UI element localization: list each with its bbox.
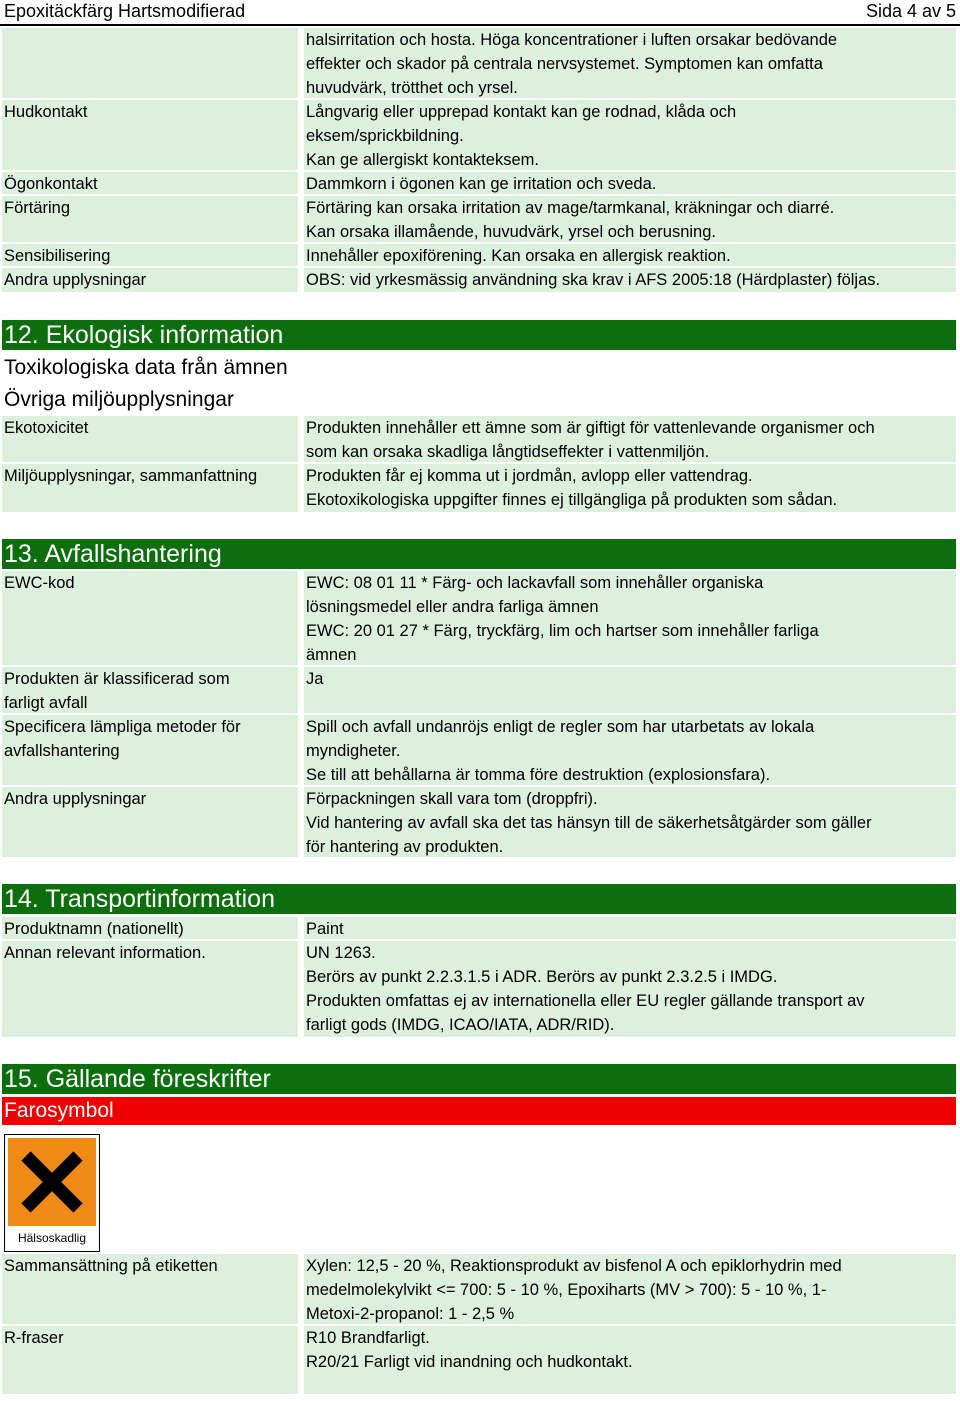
row-label-hudkontakt: Hudkontakt (2, 100, 298, 170)
row-label-ekotoxicitet: Ekotoxicitet (2, 416, 298, 462)
subheading-ovriga-miljoupplysningar: Övriga miljöupplysningar (4, 388, 234, 411)
row-label-annan-relevant-information: Annan relevant information. (2, 941, 298, 1037)
row-value-produktnamn: Paint (304, 917, 956, 939)
row-value-annan-relevant-information: UN 1263. Berörs av punkt 2.2.3.1.5 i ADR. Berörs av punkt 2.3.2.5 i IMDG. Produkten omfattas ej av internationella eller EU regler gällande transport av farligt gods (IMDG, ICAO/IATA, ADR/RID). (304, 941, 956, 1037)
row-label-r-fraser: R-fraser (2, 1326, 298, 1394)
row-value-continued: halsirritation och hosta. Höga koncentrationer i luften orsakar bedövande effekter och skador på centrala nervsystemet. Symptomen kan omfatta huvudvärk, trötthet och yrsel. (304, 28, 956, 98)
row-value-sammansattning: Xylen: 12,5 - 20 %, Reaktionsprodukt av bisfenol A och epiklorhydrin med medelmolekylvikt <= 700: 5 - 10 %, Epoxiharts (MV > 700): 5 - 10 %, 1- Metoxi-2-propanol: 1 - 2,5 % (304, 1254, 956, 1324)
row-label-andra-upplysningar: Andra upplysningar (2, 268, 298, 292)
row-value-miljoupplysningar: Produkten får ej komma ut i jordmån, avlopp eller vattendrag. Ekotoxikologiska uppgifter finnes ej tillgängliga på produkten som sådan. (304, 464, 956, 512)
row-value-ewc-kod: EWC: 08 01 11 * Färg- och lackavfall som innehåller organiska lösningsmedel eller andra farliga ämnen EWC: 20 01 27 * Färg, tryckfärg, lim och hartser som innehåller farliga ämnen (304, 571, 956, 665)
row-label-continued (2, 28, 298, 98)
row-value-fortaring: Förtäring kan orsaka irritation av mage/tarmkanal, kräkningar och diarré. Kan orsaka illamående, huvudvärk, yrsel och berusning. (304, 196, 956, 242)
row-label-avfallshantering-metoder: Specificera lämpliga metoder för avfallshantering (2, 715, 298, 785)
row-label-produktnamn: Produktnamn (nationellt) (2, 917, 298, 939)
page-number: Sida 4 av 5 (865, 1, 956, 21)
row-value-andra-upplysningar: OBS: vid yrkesmässig användning ska krav i AFS 2005:18 (Härdplaster) följas. (304, 268, 956, 292)
row-value-avfallshantering-metoder: Spill och avfall undanröjs enligt de regler som har utarbetats av lokala myndigheter. Se till att behållarna är tomma före destruktion (explosionsfara). (304, 715, 956, 785)
section-12-heading: 12. Ekologisk information (2, 320, 956, 350)
section-14-heading: 14. Transportinformation (2, 884, 956, 914)
hazard-caption: Hälsoskadlig (17, 1231, 87, 1245)
section-13-heading: 13. Avfallshantering (2, 539, 956, 569)
row-value-ogonkontakt: Dammkorn i ögonen kan ge irritation och sveda. (304, 172, 956, 194)
harmful-x-icon (8, 1138, 96, 1226)
row-label-fortaring: Förtäring (2, 196, 298, 242)
row-value-ekotoxicitet: Produkten innehåller ett ämne som är giftigt för vattenlevande organismer och som kan orsaka skadliga långtidseffekter i vattenmiljön. (304, 416, 956, 462)
row-label-ogonkontakt: Ögonkontakt (2, 172, 298, 194)
row-label-sensibilisering: Sensibilisering (2, 244, 298, 266)
section-15-heading: 15. Gällande föreskrifter (2, 1064, 956, 1094)
row-value-klassificerad-farligt-avfall: Ja (304, 667, 956, 713)
row-value-r-fraser: R10 Brandfarligt. R20/21 Farligt vid inandning och hudkontakt. (304, 1326, 956, 1394)
row-value-hudkontakt: Långvarig eller upprepad kontakt kan ge rodnad, klåda och eksem/sprickbildning. Kan ge allergiskt kontakteksem. (304, 100, 956, 170)
row-label-miljoupplysningar: Miljöupplysningar, sammanfattning (2, 464, 298, 512)
row-label-andra-upplysningar-13: Andra upplysningar (2, 787, 298, 857)
row-value-sensibilisering: Innehåller epoxiförening. Kan orsaka en allergisk reaktion. (304, 244, 956, 266)
header-divider (0, 24, 960, 26)
row-label-klassificerad-farligt-avfall: Produkten är klassificerad som farligt avfall (2, 667, 298, 713)
row-label-sammansattning: Sammansättning på etiketten (2, 1254, 298, 1324)
hazard-symbol (4, 1134, 100, 1252)
document-title: Epoxitäckfärg Hartsmodifierad (4, 1, 246, 21)
subheading-toxikologiska-data: Toxikologiska data från ämnen (4, 356, 288, 379)
farosymbol-heading: Farosymbol (2, 1097, 956, 1125)
row-value-andra-upplysningar-13: Förpackningen skall vara tom (droppfri). Vid hantering av avfall ska det tas hänsyn till de säkerhetsåtgärder som gäller för hantering av produkten. (304, 787, 956, 857)
row-label-ewc-kod: EWC-kod (2, 571, 298, 665)
